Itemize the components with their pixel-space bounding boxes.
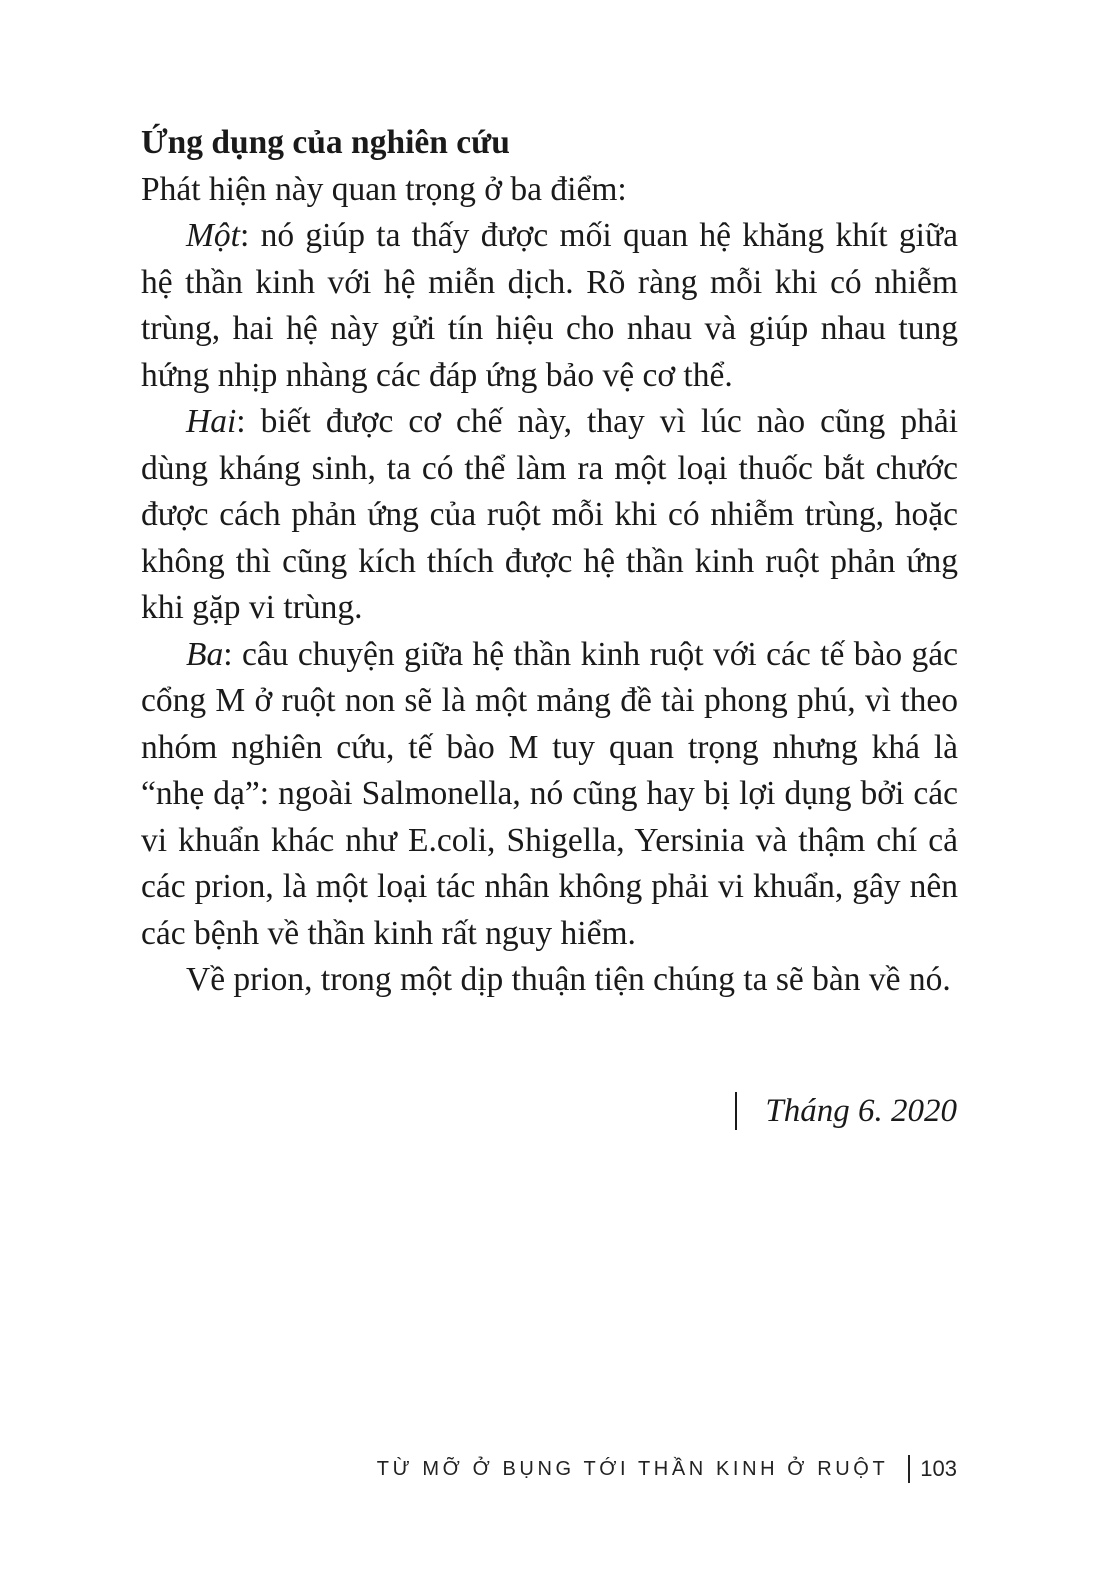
page-number: 103	[920, 1456, 957, 1481]
footer-divider	[908, 1455, 910, 1483]
closing-paragraph: Về prion, trong một dịp thuận tiện chúng ta sẽ bàn về nó.	[186, 961, 951, 998]
point-paragraph-two	[141, 399, 958, 632]
running-title: TỪ MỠ Ở BỤNG TỚI THẦN KINH Ở RUỘT	[376, 1457, 889, 1480]
page-footer	[377, 1455, 957, 1483]
date-text: Tháng 6. 2020	[765, 1093, 957, 1129]
intro-paragraph: Phát hiện này quan trọng ở ba điểm:	[141, 170, 627, 208]
point-text-two: : biết được cơ chế này, thay vì lúc nào cũng phải dùng kháng sinh, ta có thể làm ra một loại thuốc bắt chước được cách phản ứng của ruột mỗi khi có nhiễm trùng, hoặc không thì cũng kích thích được hệ thần kinh ruột phản ứng khi gặp vi trùng.	[141, 403, 958, 626]
date-divider	[735, 1092, 737, 1130]
body-text	[141, 120, 958, 1004]
section-heading: Ứng dụng của nghiên cứu	[141, 124, 510, 161]
point-text-three: : câu chuyện giữa hệ thần kinh ruột với các tế bào gác cổng M ở ruột non sẽ là một mảng đề tài phong phú, vì theo nhóm nghiên cứu, tế bào M tuy quan trọng nhưng khá là “nhẹ dạ”: ngoài Salmonella, nó cũng hay bị lợi dụng bởi các vi khuẩn khác như E.coli, Shigella, Yersinia và thậm chí cả các prion, là một loại tác nhân không phải vi khuẩn, gây nên các bệnh về thần kinh rất nguy hiểm.	[141, 635, 958, 952]
point-text-one: : nó giúp ta thấy được mối quan hệ khăng khít giữa hệ thần kinh với hệ miễn dịch. Rõ ràng mỗi khi có nhiễm trùng, hai hệ này gửi tín hiệu cho nhau và giúp nhau tung hứng nhịp nhàng các đáp ứng bảo vệ cơ thể.	[141, 217, 958, 394]
point-lead-three: Ba	[186, 635, 224, 673]
point-paragraph-three	[141, 632, 958, 958]
point-lead-two: Hai	[186, 403, 237, 440]
point-lead-one: Một	[186, 217, 240, 254]
point-paragraph-one	[141, 213, 958, 399]
date-signature	[735, 1088, 957, 1134]
